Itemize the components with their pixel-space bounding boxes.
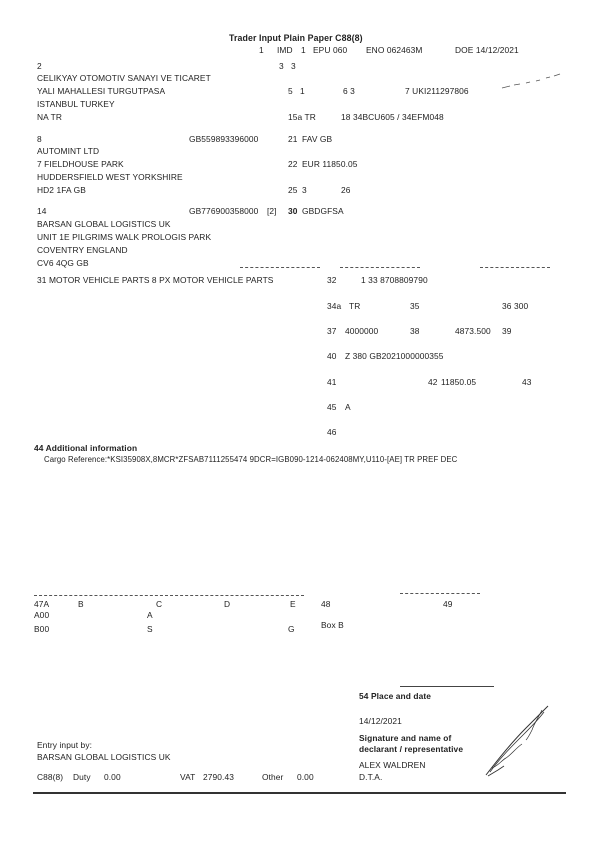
box-18-value: 18 34BCU605 / 34EFM048	[341, 112, 444, 122]
box-45-value: A	[345, 402, 351, 412]
box-5-value: 1	[300, 86, 305, 96]
box-47a-label: 47A	[34, 599, 50, 609]
scan-mark	[500, 72, 562, 92]
signature-image	[482, 700, 552, 780]
box-40-label: 40	[327, 351, 337, 361]
box-48-label: 48	[321, 599, 331, 609]
place-date-value: 14/12/2021	[359, 716, 402, 726]
box-45-label: 45	[327, 402, 337, 412]
box-47-row2-type: B00	[34, 624, 50, 634]
box-34a-label: 34a	[327, 301, 342, 311]
bottom-rule	[33, 792, 566, 794]
box-38-label: 38	[410, 326, 420, 336]
divider	[240, 267, 320, 268]
declarant-role: D.T.A.	[359, 772, 383, 782]
box-21-label: 21	[288, 134, 298, 144]
box-47-col-d: D	[224, 599, 231, 609]
vat-value: 2790.43	[203, 772, 234, 782]
divider	[400, 686, 494, 687]
box-25-label: 25	[288, 185, 298, 195]
box-25-value: 3	[302, 185, 307, 195]
box-22-value: EUR 11850.05	[302, 159, 358, 169]
divider	[340, 267, 420, 268]
box-47-row1-mop: A	[147, 610, 153, 620]
box-1-number: 1	[259, 45, 264, 55]
c88-label: C88(8)	[37, 772, 64, 782]
consignor-line-4: NA TR	[37, 112, 63, 122]
box-47-row2-g: G	[288, 624, 295, 634]
declarant-eori: GB776900358000	[189, 206, 259, 216]
box-b-label: Box B	[321, 620, 344, 630]
epu-field: EPU 060	[313, 45, 348, 55]
box-37-label: 37	[327, 326, 337, 336]
imd-separator: 1	[301, 45, 306, 55]
divider	[34, 595, 304, 596]
declarant-line-1: BARSAN GLOBAL LOGISTICS UK	[37, 219, 171, 229]
declarant-line-4: CV6 4QG GB	[37, 258, 89, 268]
box-8-label: 8	[37, 134, 42, 144]
consignee-line-2: 7 FIELDHOUSE PARK	[37, 159, 124, 169]
signature-label-1: Signature and name of	[359, 733, 452, 743]
box-36-value: 36 300	[502, 301, 529, 311]
imd-field: IMD	[277, 45, 293, 55]
consignee-eori: GB559893396000	[189, 134, 259, 144]
box-40-value: Z 380 GB2021000000355	[345, 351, 444, 361]
divider	[400, 593, 480, 594]
consignee-line-3: HUDDERSFIELD WEST YORKSHIRE	[37, 172, 183, 182]
additional-info-text: Cargo Reference:*KSI35908X,8MCR*ZFSAB7111255474 9DCR=IGB090-1214-062408MY,U110-[AE] TR PREF DEC	[44, 455, 458, 464]
box-46-label: 46	[327, 427, 337, 437]
declarant-line-2: UNIT 1E PILGRIMS WALK PROLOGIS PARK	[37, 232, 212, 242]
box-39-label: 39	[502, 326, 512, 336]
box-26-label: 26	[341, 185, 351, 195]
consignee-line-1: AUTOMINT LTD	[37, 146, 100, 156]
duty-value: 0.00	[104, 772, 121, 782]
box-38-value: 4873.500	[455, 326, 491, 336]
divider	[480, 267, 550, 268]
box-37-value: 4000000	[345, 326, 379, 336]
box-2-label: 2	[37, 61, 42, 71]
consignee-line-4: HD2 1FA GB	[37, 185, 86, 195]
box-47-row2-mop: S	[147, 624, 153, 634]
additional-info-heading: 44 Additional information	[34, 443, 138, 453]
box-35-label: 35	[410, 301, 420, 311]
box-30-label: 30	[288, 206, 298, 216]
entry-input-label: Entry input by:	[37, 740, 93, 750]
duty-label: Duty	[73, 772, 91, 782]
vat-label: VAT	[180, 772, 196, 782]
box-32-33-value: 1 33 8708809790	[361, 275, 428, 285]
consignor-line-1: CELIKYAY OTOMOTIV SANAYI VE TICARET	[37, 73, 211, 83]
box-47-col-e: E	[290, 599, 296, 609]
box-7-value: 7 UKI211297806	[405, 86, 469, 96]
doe-field: DOE 14/12/2021	[455, 45, 519, 55]
consignor-line-2: YALI MAHALLESI TURGUTPASA	[37, 86, 166, 96]
box-47-col-b: B	[78, 599, 84, 609]
signature-label-2: declarant / representative	[359, 744, 464, 754]
declarant-line-3: COVENTRY ENGLAND	[37, 245, 128, 255]
box-42-label: 42	[428, 377, 438, 387]
box-22-label: 22	[288, 159, 298, 169]
box-32-label: 32	[327, 275, 337, 285]
box-6-value: 6 3	[343, 86, 355, 96]
page-title: Trader Input Plain Paper C88(8)	[229, 33, 363, 43]
place-date-heading: 54 Place and date	[359, 691, 431, 701]
box-14-label: 14	[37, 206, 47, 216]
box-41-label: 41	[327, 377, 337, 387]
entry-input-by: BARSAN GLOBAL LOGISTICS UK	[37, 752, 171, 762]
box-49-label: 49	[443, 599, 453, 609]
other-value: 0.00	[297, 772, 314, 782]
box-5-label: 5	[288, 86, 293, 96]
box-21-value: FAV GB	[302, 134, 333, 144]
box-3-value: 3	[291, 61, 296, 71]
box-30-value: GBDGFSA	[302, 206, 344, 216]
box-47-col-c: C	[156, 599, 163, 609]
box-3-label: 3	[279, 61, 284, 71]
box-15a-label: 15a TR	[288, 112, 316, 122]
consignor-line-3: ISTANBUL TURKEY	[37, 99, 115, 109]
box-34a-value: TR	[349, 301, 361, 311]
box-47-row1-type: A00	[34, 610, 50, 620]
box-43-label: 43	[522, 377, 532, 387]
declarant-name: ALEX WALDREN	[359, 760, 426, 770]
other-label: Other	[262, 772, 284, 782]
declarant-code: [2]	[267, 206, 277, 216]
goods-description: 31 MOTOR VEHICLE PARTS 8 PX MOTOR VEHICLE PARTS	[37, 275, 274, 285]
box-42-value: 11850.05	[441, 377, 477, 387]
eno-field: ENO 062463M	[366, 45, 423, 55]
